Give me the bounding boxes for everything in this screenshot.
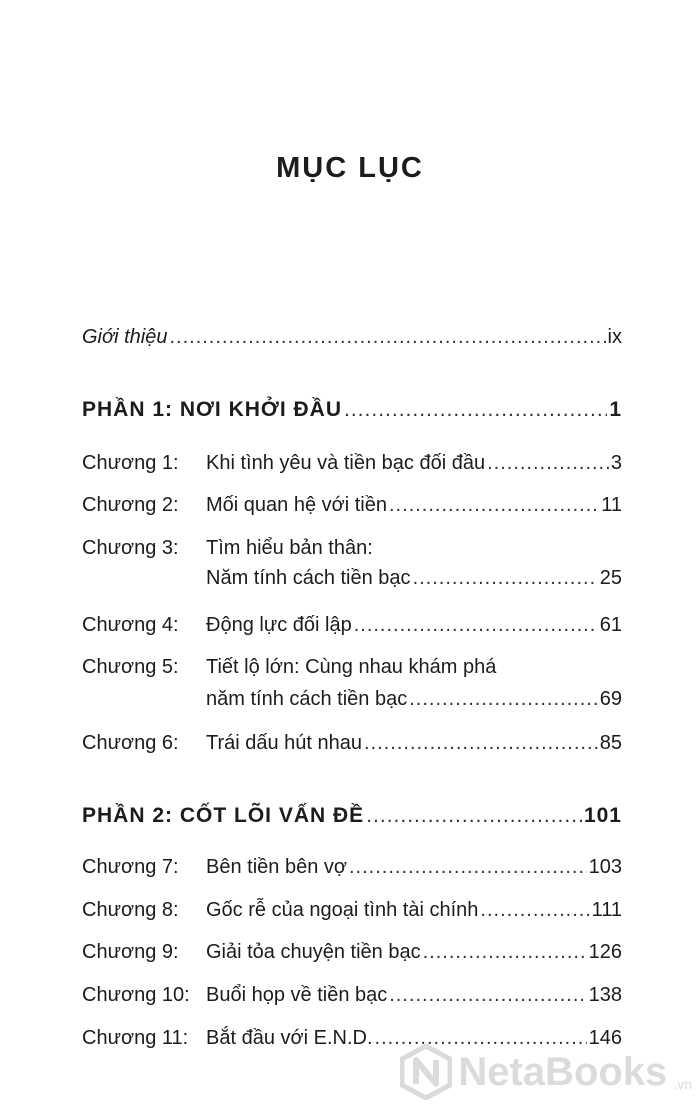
chapter-name: năm tính cách tiền bạc <box>206 688 408 710</box>
chapter-label: Chương 3: <box>82 537 179 559</box>
toc-entry-chapter-6[interactable] <box>82 732 622 755</box>
toc-entry-chapter-10[interactable] <box>82 984 622 1007</box>
toc-entry-chapter-4[interactable] <box>82 614 622 637</box>
entry-name: Giới thiệu <box>82 326 168 348</box>
dot-leader <box>344 398 607 422</box>
dot-leader <box>354 614 598 637</box>
chapter-name: Giải tỏa chuyện tiền bạc <box>206 941 421 963</box>
dot-leader <box>364 732 598 755</box>
chapter-name-line-1: Tìm hiểu bản thân: <box>206 537 373 559</box>
toc-entry-chapter-8[interactable] <box>82 899 622 922</box>
chapter-page: 85 <box>599 732 622 754</box>
dot-leader <box>413 567 598 590</box>
chapter-name: Bên tiền bên vợ <box>206 856 347 878</box>
chapter-label: Chương 6: <box>82 732 179 754</box>
chapter-label: Chương 8: <box>82 899 179 921</box>
chapter-label: Chương 5: <box>82 656 179 678</box>
chapter-page: 11 <box>601 494 622 516</box>
watermark <box>400 1044 692 1100</box>
toc-entry-chapter-9[interactable] <box>82 941 622 964</box>
chapter-page: 61 <box>599 614 622 636</box>
chapter-page: 3 <box>610 452 622 474</box>
chapter-label: Chương 4: <box>82 614 179 636</box>
chapter-label: Chương 9: <box>82 941 179 963</box>
dot-leader <box>423 941 587 964</box>
chapter-name: Khi tình yêu và tiền bạc đối đầu <box>206 452 486 474</box>
part-page: 1 <box>609 398 622 421</box>
dot-leader <box>349 856 587 879</box>
chapter-label: Chương 2: <box>82 494 179 516</box>
chapter-name: Năm tính cách tiền bạc <box>206 567 411 589</box>
chapter-page: 103 <box>588 856 622 878</box>
toc-entry-chapter-3-line-1[interactable] <box>82 537 622 560</box>
dot-leader <box>169 326 605 349</box>
chapter-name: Buổi họp về tiền bạc <box>206 984 388 1006</box>
chapter-page: 138 <box>588 984 622 1006</box>
part-name: PHẦN 2: CỐT LÕI VẤN ĐỀ <box>82 804 365 827</box>
part-page: 101 <box>583 804 622 827</box>
chapter-name: Mối quan hệ với tiền <box>206 494 387 516</box>
toc-entry-chapter-7[interactable] <box>82 856 622 879</box>
chapter-name: Gốc rễ của ngoại tình tài chính <box>206 899 479 921</box>
chapter-label: Chương 1: <box>82 452 179 474</box>
watermark-brand: NetaBooks <box>458 1049 668 1094</box>
chapter-name: Bắt đầu với E.N.D. <box>206 1027 373 1049</box>
chapter-label: Chương 11: <box>82 1027 189 1049</box>
chapter-page: 126 <box>588 941 622 963</box>
dot-leader <box>366 804 582 828</box>
page-title: MỤC LỤC <box>276 152 424 184</box>
dot-leader <box>480 899 589 922</box>
dot-leader <box>389 494 599 517</box>
chapter-page: 69 <box>599 688 622 710</box>
chapter-name: Trái dấu hút nhau <box>206 732 363 754</box>
chapter-page: 111 <box>591 899 622 921</box>
dot-leader <box>389 984 586 1007</box>
toc-part-1[interactable] <box>82 398 622 422</box>
chapter-page: 25 <box>599 567 622 589</box>
toc-entry-chapter-5[interactable] <box>82 688 622 711</box>
chapter-label: Chương 7: <box>82 856 179 878</box>
part-name: PHẦN 1: NƠI KHỞI ĐẦU <box>82 398 343 421</box>
toc-entry-intro[interactable] <box>82 326 622 349</box>
chapter-label: Chương 10: <box>82 984 190 1006</box>
toc-entry-chapter-2[interactable] <box>82 494 622 517</box>
toc-entry-chapter-5-line-1[interactable] <box>82 656 622 679</box>
netabooks-logo-icon <box>400 1044 452 1100</box>
chapter-page: 146 <box>588 1027 622 1049</box>
toc-entry-chapter-3[interactable] <box>82 567 622 590</box>
dot-leader <box>409 688 598 711</box>
chapter-name: Động lực đối lập <box>206 614 352 636</box>
watermark-suffix: .vn <box>673 1076 692 1092</box>
entry-page: ix <box>607 326 622 348</box>
toc-entry-chapter-1[interactable] <box>82 452 622 475</box>
toc-part-2[interactable] <box>82 804 622 828</box>
chapter-name-line-1: Tiết lộ lớn: Cùng nhau khám phá <box>206 656 497 678</box>
dot-leader <box>487 452 609 475</box>
